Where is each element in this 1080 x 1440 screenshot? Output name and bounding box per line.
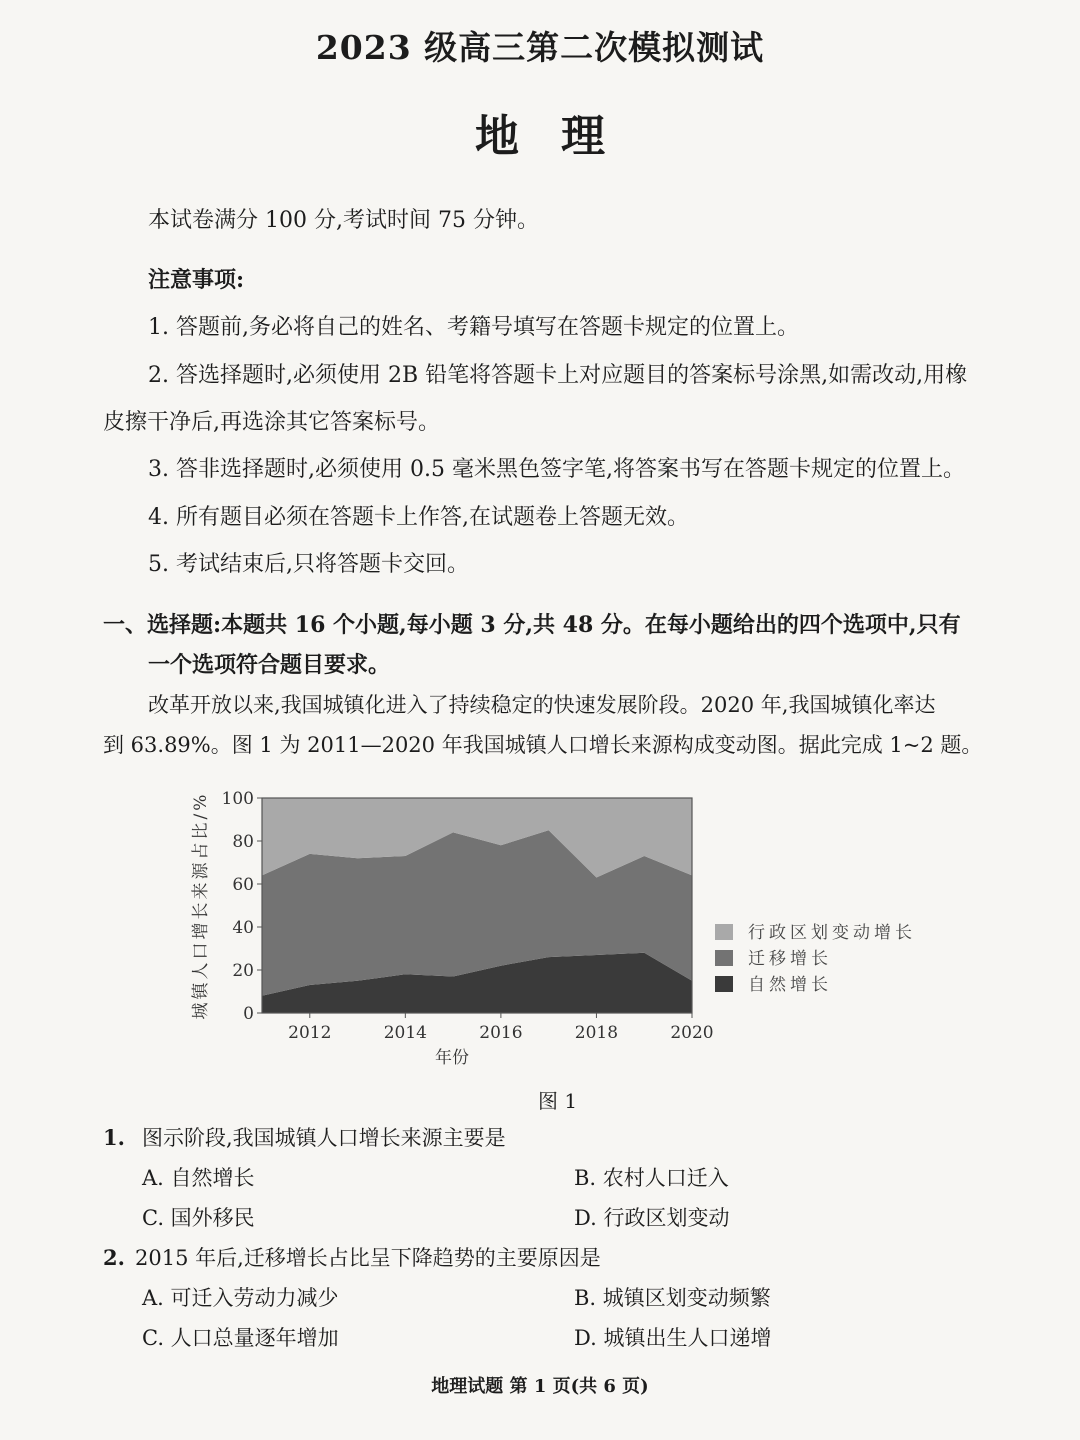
q2-option-b[interactable]: B. 城镇区划变动频繁 xyxy=(574,1286,771,1310)
note-item: 3. 答非选择题时,必须使用 0.5 毫米黑色签字笔,将答案书写在答题卡规定的位置上。 xyxy=(148,457,965,482)
exam-intro: 本试卷满分 100 分,考试时间 75 分钟。 xyxy=(148,208,539,233)
x-tick-label: 2016 xyxy=(479,1023,523,1043)
passage-continued: 到 63.89%。图 1 为 2011—2020 年我国城镇人口增长来源构成变动图。据此完成 1~2 题。 xyxy=(103,733,983,757)
q1-option-d[interactable]: D. 行政区划变动 xyxy=(574,1206,730,1230)
q2-option-d[interactable]: D. 城镇出生人口递增 xyxy=(574,1326,772,1350)
y-tick-label: 80 xyxy=(232,832,254,852)
legend-swatch xyxy=(715,976,733,992)
note-item-continued: 皮擦干净后,再选涂其它答案标号。 xyxy=(103,410,440,435)
y-tick-label: 100 xyxy=(221,789,254,809)
note-item: 2. 答选择题时,必须使用 2B 铅笔将答题卡上对应题目的答案标号涂黑,如需改动,用橡 xyxy=(148,363,968,388)
y-tick-label: 0 xyxy=(243,1004,254,1024)
question-stem: 图示阶段,我国城镇人口增长来源主要是 xyxy=(142,1126,506,1150)
urban-population-chart xyxy=(180,780,940,1080)
note-item: 5. 考试结束后,只将答题卡交回。 xyxy=(148,552,469,577)
legend-label: 行政区划变动增长 xyxy=(748,923,916,943)
legend-swatch xyxy=(715,950,733,966)
page-footer: 地理试题 第 1 页(共 6 页) xyxy=(431,1376,649,1397)
x-axis-label: 年份 xyxy=(435,1048,469,1068)
section-heading: 一、选择题:本题共 16 个小题,每小题 3 分,共 48 分。在每小题给出的四个选项中,只有 xyxy=(103,612,961,638)
q1-option-a[interactable]: A. 自然增长 xyxy=(142,1166,255,1190)
y-tick-label: 60 xyxy=(232,875,254,895)
exam-title: 2023 级高三第二次模拟测试 xyxy=(315,28,765,67)
question-stem: 2015 年后,迁移增长占比呈下降趋势的主要原因是 xyxy=(135,1246,601,1270)
subject-title: 地理 xyxy=(475,111,647,162)
legend-label: 迁移增长 xyxy=(748,949,832,969)
x-tick-label: 2020 xyxy=(670,1023,714,1043)
passage: 改革开放以来,我国城镇化进入了持续稳定的快速发展阶段。2020 年,我国城镇化率达 xyxy=(148,693,936,717)
section-heading-continued: 一个选项符合题目要求。 xyxy=(148,652,391,678)
figure-caption: 图 1 xyxy=(538,1089,578,1113)
q1-option-c[interactable]: C. 国外移民 xyxy=(142,1206,255,1230)
note-item: 4. 所有题目必须在答题卡上作答,在试题卷上答题无效。 xyxy=(148,505,689,530)
legend-label: 自然增长 xyxy=(748,975,832,995)
question-number: 2. xyxy=(103,1245,125,1270)
q2-option-c[interactable]: C. 人口总量逐年增加 xyxy=(142,1326,339,1350)
question-number: 1. xyxy=(103,1125,125,1150)
legend-swatch xyxy=(715,924,733,940)
q2-option-a[interactable]: A. 可迁入劳动力减少 xyxy=(142,1286,339,1310)
x-tick-label: 2018 xyxy=(574,1023,619,1043)
notes-heading: 注意事项: xyxy=(148,267,245,293)
x-tick-label: 2014 xyxy=(383,1023,427,1043)
y-tick-label: 20 xyxy=(232,961,254,981)
y-tick-label: 40 xyxy=(232,918,254,938)
note-item: 1. 答题前,务必将自己的姓名、考籍号填写在答题卡规定的位置上。 xyxy=(148,315,799,340)
x-tick-label: 2012 xyxy=(288,1023,332,1043)
y-axis-label: 城镇人口增长来源占比/% xyxy=(191,791,211,1020)
q1-option-b[interactable]: B. 农村人口迁入 xyxy=(574,1166,729,1190)
